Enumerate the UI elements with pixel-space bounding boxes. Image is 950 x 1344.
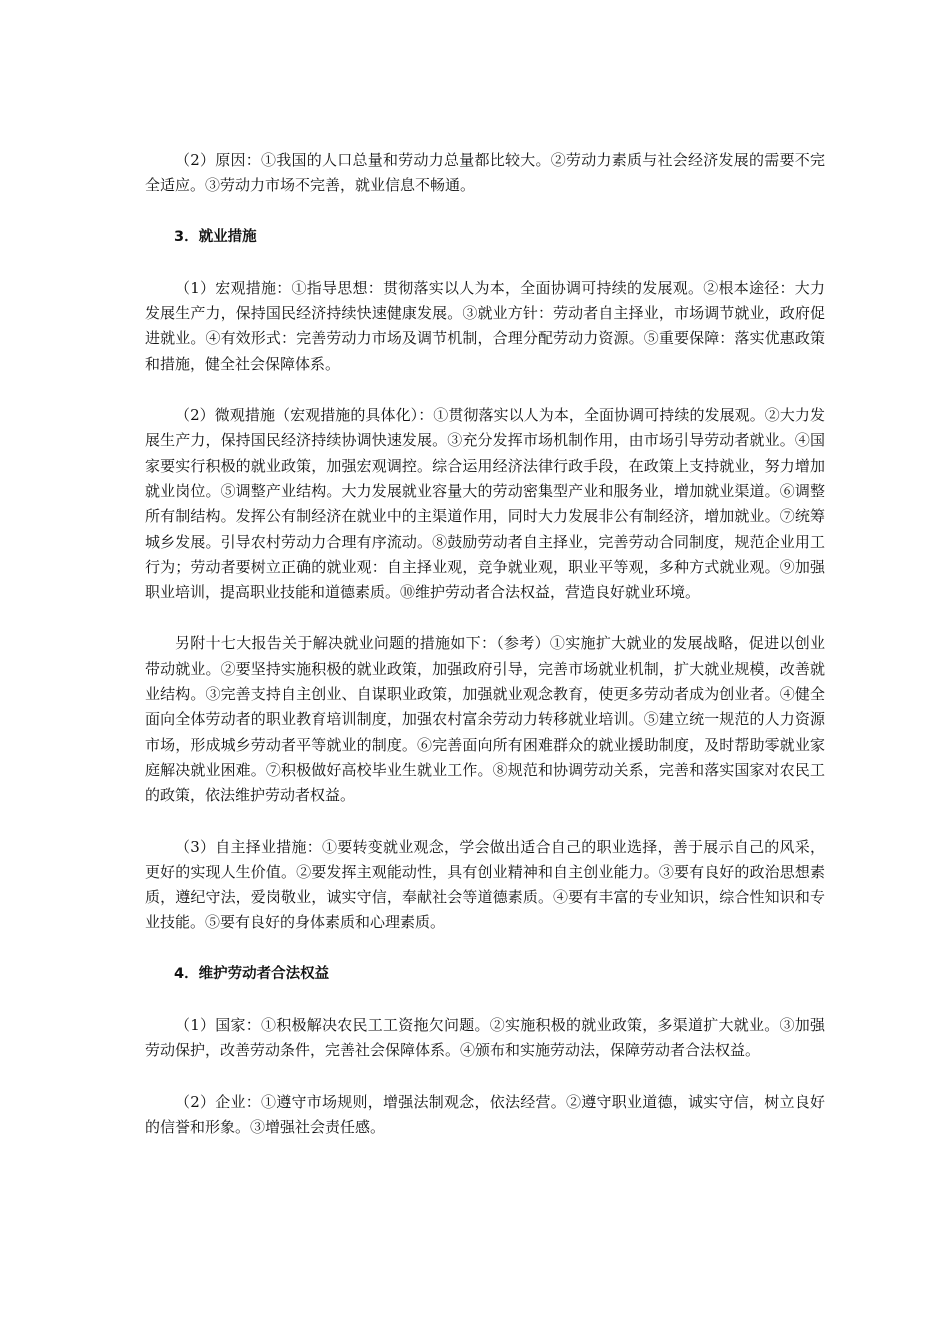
heading-worker-rights: 4．维护劳动者合法权益 [174, 965, 330, 982]
paragraph-state: （1）国家：①积极解决农民工工资拖欠问题。②实施积极的就业政策，多渠道扩大就业。③加强劳动保护，改善劳动条件，完善社会保障体系。④颁布和实施劳动法，保障劳动者合法权益。 [145, 1016, 825, 1060]
paragraph-micro-measures: （2）微观措施（宏观措施的具体化）：①贯彻落实以人为本，全面协调可持续的发展观。②大力发展生产力，保持国民经济持续协调快速发展。③充分发挥市场机制作用，由市场引导劳动者就业。④国家要实行积极的就业政策，加强宏观调控。综合运用经济法律行政手段，在政策上支持就业，努力增加就业岗位。⑤调整产业结构。大力发展就业容量大的劳动密集型产业和服务业，增加就业渠道。⑥调整所有制结构。发挥公有制经济在就业中的主渠道作用，同时大力发展非公有制经济，增加就业。⑦统筹城乡发展。引导农村劳动力合理有序流动。⑧鼓励劳动者自主择业，完善劳动合同制度，规范企业用工行为；劳动者要树立正确的就业观：自主择业观，竞争就业观，职业平等观，多种方式就业观。⑨加强职业培训，提高职业技能和道德素质。⑩维护劳动者合法权益，营造良好就业环境。 [145, 406, 825, 602]
paragraph-self-employment-measures: （3）自主择业措施：①要转变就业观念，学会做出适合自己的职业选择，善于展示自己的风采，更好的实现人生价值。②要发挥主观能动性，具有创业精神和自主创业能力。③要有良好的政治思想素质，遵纪守法，爱岗敬业，诚实守信，奉献社会等道德素质。④要有丰富的专业知识，综合性知识和专业技能。⑤要有良好的身体素质和心理素质。 [145, 837, 825, 932]
paragraph-enterprise: （2）企业：①遵守市场规则，增强法制观念，依法经营。②遵守职业道德，诚实守信，树立良好的信誉和形象。③增强社会责任感。 [145, 1092, 825, 1136]
document-page [145, 148, 825, 1166]
paragraph-17th-congress-measures: 另附十七大报告关于解决就业问题的措施如下：（参考）①实施扩大就业的发展战略，促进以创业带动就业。②要坚持实施积极的就业政策，加强政府引导，完善市场就业机制，扩大就业规模，改善就业结构。③完善支持自主创业、自谋职业政策，加强就业观念教育，使更多劳动者成为创业者。④健全面向全体劳动者的职业教育培训制度，加强农村富余劳动力转移就业培训。⑤建立统一规范的人力资源市场，形成城乡劳动者平等就业的制度。⑥完善面向所有困难群众的就业援助制度，及时帮助零就业家庭解决就业困难。⑦积极做好高校毕业生就业工作。⑧规范和协调劳动关系，完善和落实国家对农民工的政策，依法维护劳动者权益。 [145, 634, 825, 805]
paragraph-causes: （2）原因：①我国的人口总量和劳动力总量都比较大。②劳动力素质与社会经济发展的需要不完全适应。③劳动力市场不完善，就业信息不畅通。 [145, 151, 825, 195]
heading-employment-measures: 3．就业措施 [174, 228, 257, 245]
paragraph-macro-measures: （1）宏观措施：①指导思想：贯彻落实以人为本，全面协调可持续的发展观。②根本途径：大力发展生产力，保持国民经济持续快速健康发展。③就业方针：劳动者自主择业，市场调节就业，政府促进就业。④有效形式：完善劳动力市场及调节机制，合理分配劳动力资源。⑤重要保障：落实优惠政策和措施，健全社会保障体系。 [145, 278, 825, 373]
